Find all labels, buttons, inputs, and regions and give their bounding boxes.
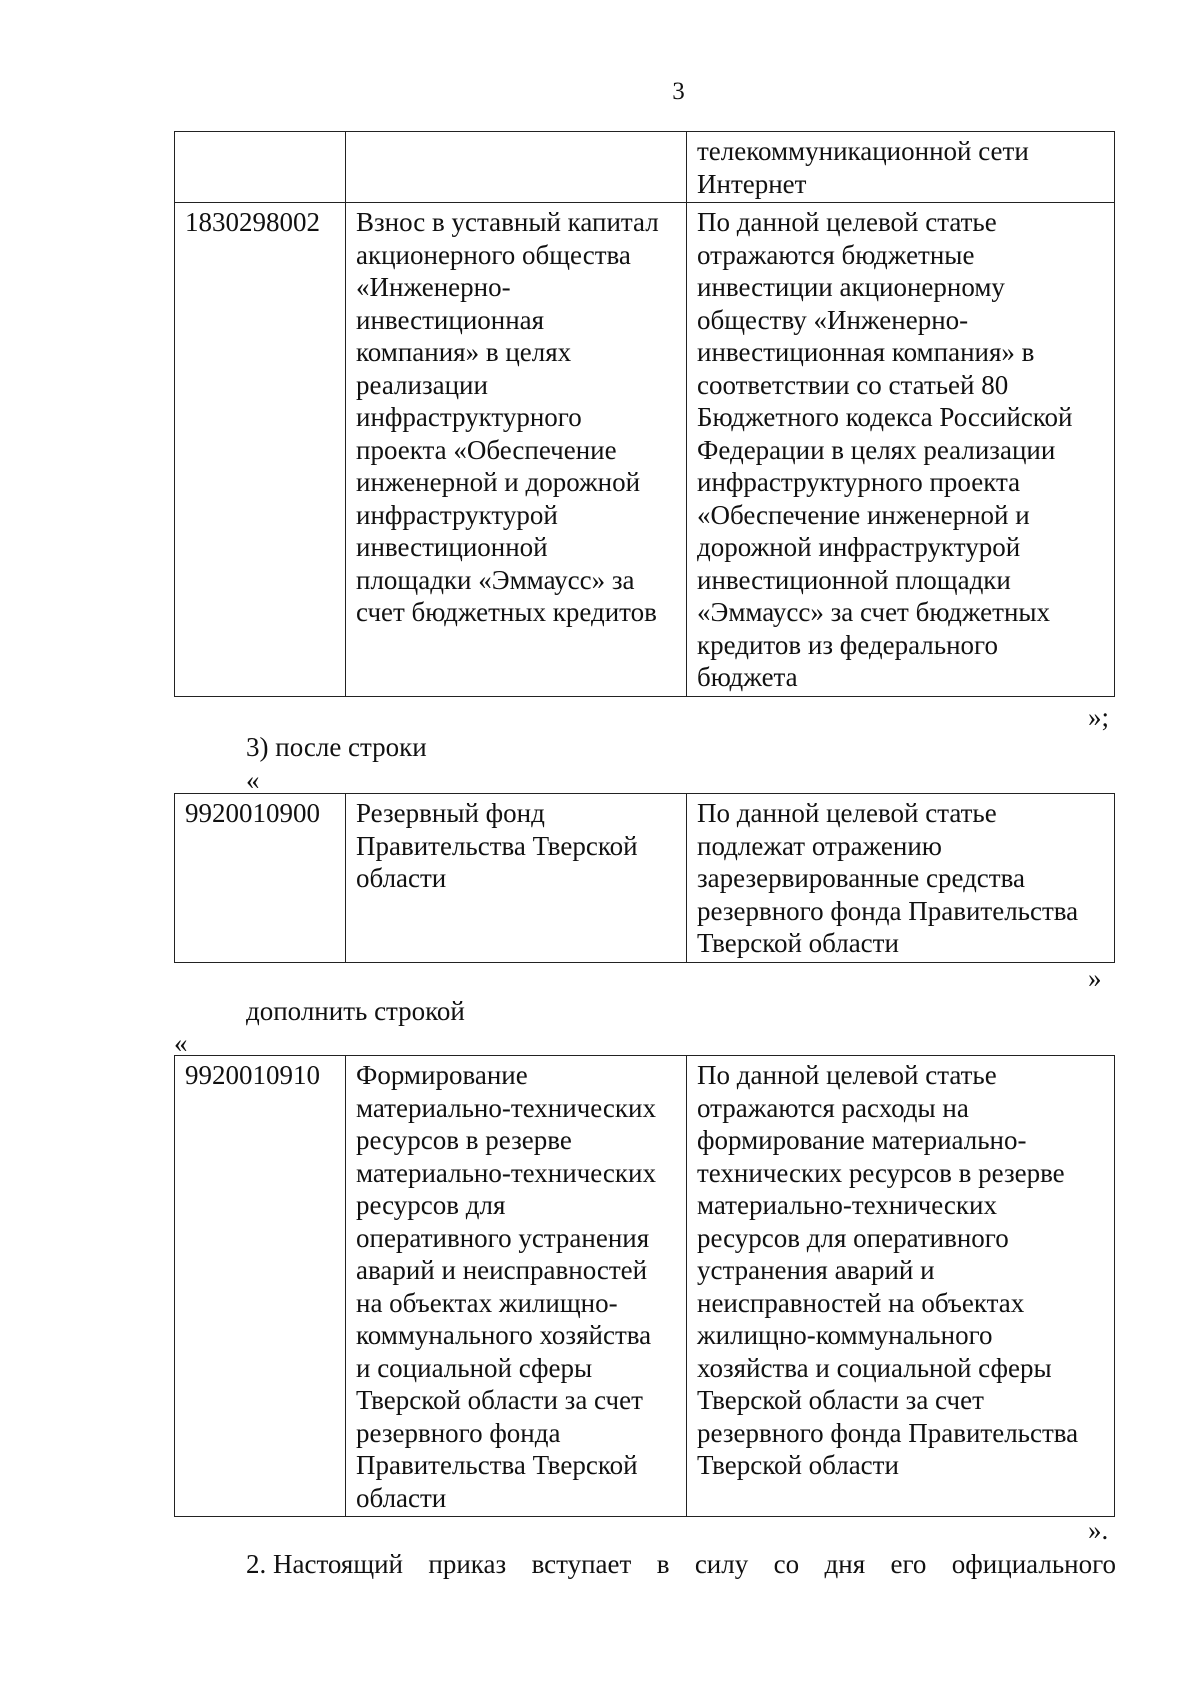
closing-quote-2: » [1088, 963, 1102, 993]
table-row [175, 794, 1115, 963]
name-cell: Резервный фонд Правительства Тверской области [346, 794, 687, 963]
final-word: в [656, 1549, 670, 1579]
description-cell: телекоммуникационной сети Интернет [687, 132, 1115, 203]
section-3-intro: 3) после строки [246, 732, 427, 762]
code-cell: 9920010910 [175, 1056, 346, 1517]
closing-quote-1: »; [1088, 702, 1110, 732]
opening-quote-2: « [174, 1028, 188, 1058]
final-word: дня [824, 1549, 866, 1579]
final-word: официального [951, 1549, 1116, 1579]
table-row [175, 1056, 1115, 1517]
table-row [175, 203, 1115, 697]
page-number: 3 [672, 78, 685, 105]
final-word: со [773, 1549, 800, 1579]
name-cell: Формирование материально-технических ресурсов в резерве материально-технических ресурсов для оперативного устранения аварий и неисправностей на объектах жилищно- коммунального хозяйства и социальной сферы Тверской области за счет резервного фонда Правительства Тверской области [346, 1056, 687, 1517]
final-word: приказ [428, 1549, 507, 1579]
budget-table-1 [174, 131, 1115, 697]
description-cell: По данной целевой статье отражаются расходы на формирование материально- технических ресурсов в резерве материально-технических ресурсов для оперативного устранения аварий и неисправностей на объектах жилищно-коммунального хозяйства и социальной сферы Тверской области за счет резервного фонда Правительства Тверской области [687, 1056, 1115, 1517]
final-word: вступает [531, 1549, 632, 1579]
opening-quote-1: « [246, 765, 260, 795]
final-word: его [890, 1549, 927, 1579]
code-cell: 9920010900 [175, 794, 346, 963]
code-cell: 1830298002 [175, 203, 346, 697]
table-row [175, 132, 1115, 203]
description-cell: По данной целевой статье подлежат отражению зарезервированные средства резервного фонда Правительства Тверской области [687, 794, 1115, 963]
code-cell [175, 132, 346, 203]
budget-table-3 [174, 1055, 1115, 1517]
closing-quote-3: ». [1088, 1515, 1109, 1545]
name-cell [346, 132, 687, 203]
final-paragraph [246, 1548, 1116, 1580]
add-row-intro: дополнить строкой [246, 996, 465, 1026]
final-word: силу [694, 1549, 749, 1579]
budget-table-2 [174, 793, 1115, 963]
description-cell: По данной целевой статье отражаются бюджетные инвестиции акционерному обществу «Инженерно- инвестиционная компания» в соответствии со статьей 80 Бюджетного кодекса Российской Федерации в целях реализации инфраструктурного проекта «Обеспечение инженерной и дорожной инфраструктурой инвестиционной площадки «Эммаусс» за счет бюджетных кредитов из федерального бюджета [687, 203, 1115, 697]
final-word: 2. Настоящий [246, 1549, 404, 1579]
name-cell: Взнос в уставный капитал акционерного общества «Инженерно- инвестиционная компания» в целях реализации инфраструктурного проекта «Обеспечение инженерной и дорожной инфраструктурой инвестиционной площадки «Эммаусс» за счет бюджетных кредитов [346, 203, 687, 697]
